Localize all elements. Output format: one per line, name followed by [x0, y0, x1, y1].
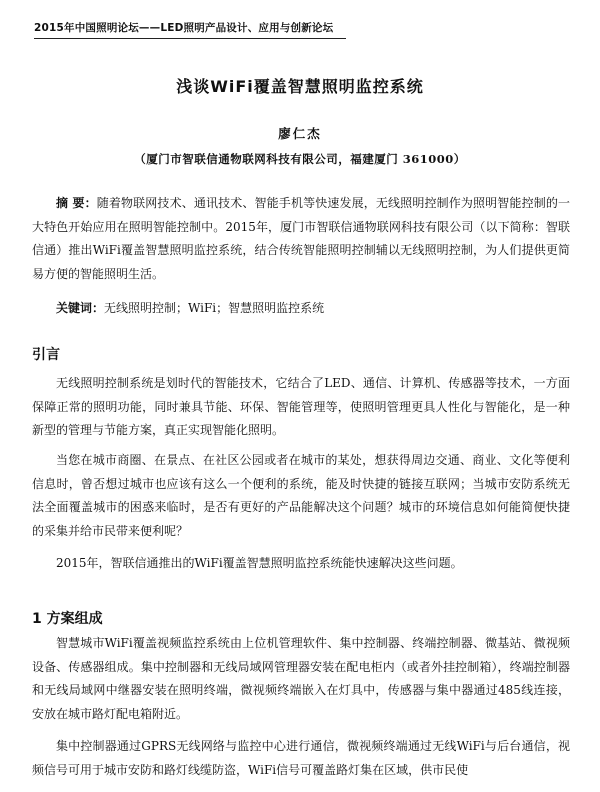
- abstract-text: 随着物联网技术、通讯技术、智能手机等快速发展，无线照明控制作为照明智能控制的一大特色开始应用在照明智能控制中。2015年，厦门市智联信通物联网科技有限公司（以下简称：智联信通）推出WiFi覆盖智慧照明监控系统，结合传统智能照明控制辅以无线照明控制，为人们提供更简易方便的智能照明生活。: [32, 196, 570, 281]
- solution-paragraph-2: 集中控制器通过GPRS无线网络与监控中心进行通信，微视频终端通过无线WiFi与后台通信，视频信号可用于城市安防和路灯线缆防盗，WiFi信号可覆盖路灯集在区域，供市民使: [32, 739, 570, 777]
- author-affiliation: （厦门市智联信通物联网科技有限公司，福建厦门 361000）: [134, 152, 466, 166]
- introduction-paragraph-1: 无线照明控制系统是划时代的智能技术，它结合了LED、通信、计算机、传感器等技术，一方面保障正常的照明功能，同时兼具节能、环保、智能管理等，使照明管理更具人性化与智能化，是一种新型的管理与节能方案，真正实现智能化照明。: [32, 376, 570, 437]
- introduction-paragraph-3: 2015年，智联信通推出的WiFi覆盖智慧照明监控系统能快速解决这些问题。: [56, 556, 463, 570]
- author-name: 廖仁杰: [278, 126, 322, 141]
- keywords-label: 关键词：: [56, 301, 105, 315]
- section-heading-solution: 1 方案组成: [32, 611, 103, 627]
- solution-paragraph-1: 智慧城市WiFi覆盖视频监控系统由上位机管理软件、集中控制器、终端控制器、微基站、微视频设备、传感器组成。集中控制器和无线局域网管理器安装在配电柜内（或者外挂控制箱），终端控制器和无线局域网中继器安装在照明终端，微视频终端嵌入在灯具中，传感器与集中器通过485线连接，安放在城市路灯配电箱附近。: [32, 636, 570, 721]
- abstract: [32, 192, 570, 286]
- running-header: 2015年中国照明论坛——LED照明产品设计、应用与创新论坛: [34, 22, 334, 34]
- section-heading-introduction: 引言: [32, 347, 60, 363]
- abstract-label: 摘 要：: [56, 196, 97, 210]
- keywords: [32, 297, 570, 321]
- header-rule: [34, 38, 346, 39]
- paper-title: 浅谈WiFi覆盖智慧照明监控系统: [176, 77, 424, 96]
- keywords-text: 无线照明控制；WiFi；智慧照明监控系统: [104, 301, 325, 315]
- introduction-paragraph-2: 当您在城市商圈、在景点、在社区公园或者在城市的某处，想获得周边交通、商业、文化等便利信息时，曾否想过城市也应该有这么一个便利的系统，能及时快捷的链接互联网；当城市安防系统无法全面覆盖城市的困惑来临时，是否有更好的产品能解决这个问题？城市的环境信息如何能简便快捷的采集并给市民带来便利呢？: [32, 453, 570, 538]
